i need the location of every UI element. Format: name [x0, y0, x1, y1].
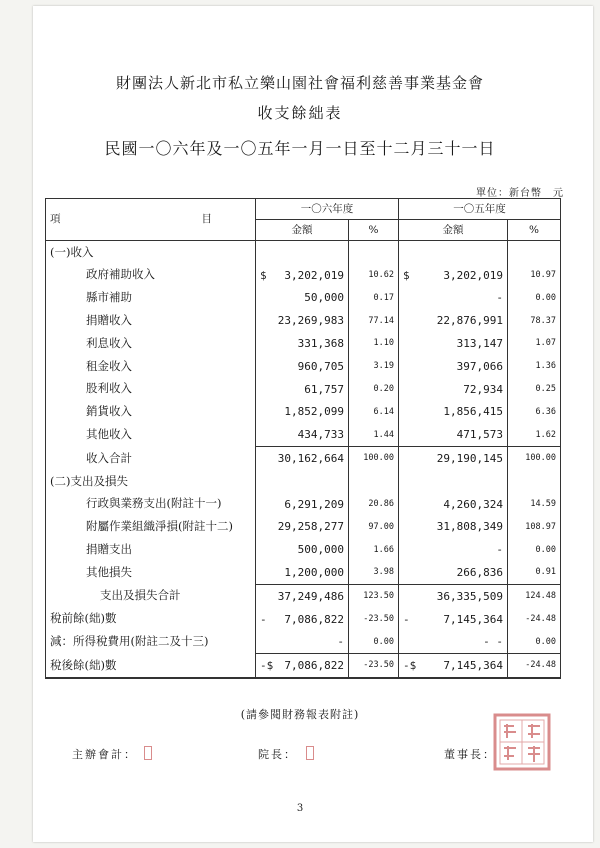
amount-value: 50,000: [304, 291, 344, 305]
currency-sign: -$: [260, 659, 274, 673]
percent-105: 1.36: [508, 355, 561, 378]
percent-106: [349, 241, 399, 264]
amount-value: 471,573: [456, 428, 503, 442]
table-row: [46, 355, 561, 378]
row-label: 減：所得稅費用(附註二及十三): [46, 631, 256, 654]
amount-106: [256, 355, 349, 378]
amount-105: [399, 584, 508, 607]
amount-value: 31,808,349: [436, 520, 503, 534]
percent-105: [508, 241, 561, 264]
percent-105: 1.62: [508, 423, 561, 446]
currency-sign: -$: [403, 659, 417, 673]
amount-106: [256, 493, 349, 516]
row-label: 附屬作業組織淨損(附註十二): [46, 516, 256, 539]
amount-value: -: [496, 543, 503, 557]
row-label: 縣市補助: [46, 287, 256, 310]
president-signature-label: 院長：: [258, 748, 297, 761]
amount-105: [399, 608, 508, 631]
percent-106: 0.17: [349, 287, 399, 310]
amount-value: 1,852,099: [284, 405, 344, 419]
percent-105: [508, 470, 561, 493]
amount-105: [399, 423, 508, 446]
amount-value: 22,876,991: [436, 314, 503, 328]
amount-value: 313,147: [456, 337, 503, 351]
table-row: [46, 241, 561, 264]
amount-value: 29,258,277: [277, 520, 344, 534]
amount-106: [256, 447, 349, 470]
percent-106: -23.50: [349, 654, 399, 678]
row-label: (二)支出及損失: [46, 470, 256, 493]
header-year-105: 一〇五年度: [399, 199, 561, 220]
accountant-signature-label: 主辦會計：: [72, 748, 137, 761]
amount-value: 434,733: [297, 428, 344, 442]
percent-106: 1.66: [349, 538, 399, 561]
amount-value: 7,145,364: [443, 659, 503, 673]
amount-value: 29,190,145: [436, 452, 503, 466]
amount-106: [256, 516, 349, 539]
percent-106: 0.20: [349, 378, 399, 401]
currency-sign: $: [260, 268, 267, 282]
amount-106: [256, 287, 349, 310]
percent-106: 6.14: [349, 401, 399, 424]
currency-unit: 單位：新台幣 元: [476, 188, 564, 199]
percent-106: 1.44: [349, 423, 399, 446]
amount-105: [399, 241, 508, 264]
amount-106: [256, 631, 349, 654]
amount-106: [256, 654, 349, 678]
row-label: 支出及損失合計: [46, 584, 256, 607]
amount-value: -: [337, 635, 344, 649]
percent-105: 6.36: [508, 401, 561, 424]
row-label: 行政與業務支出(附註十一): [46, 493, 256, 516]
amount-value: 3,202,019: [284, 268, 344, 282]
amount-106: [256, 608, 349, 631]
amount-105: [399, 332, 508, 355]
amount-value: 1,200,000: [284, 566, 344, 580]
row-label: 股利收入: [46, 378, 256, 401]
amount-value: 37,249,486: [277, 589, 344, 603]
amount-105: [399, 355, 508, 378]
amount-value: 266,836: [456, 566, 503, 580]
percent-105: 0.00: [508, 631, 561, 654]
currency-sign: -: [260, 612, 267, 626]
row-label: (一)收入: [46, 241, 256, 264]
page-number: 3: [296, 803, 304, 814]
amount-106: [256, 423, 349, 446]
amount-value: 1,856,415: [443, 405, 503, 419]
amount-105: [399, 631, 508, 654]
organization-name: 財團法人新北市私立樂山園社會福利慈善事業基金會: [115, 74, 484, 92]
table-row: [46, 608, 561, 631]
amount-106: [256, 309, 349, 332]
percent-105: 0.91: [508, 561, 561, 584]
amount-value: -: [496, 291, 503, 305]
amount-value: 397,066: [456, 359, 503, 373]
percent-106: 1.10: [349, 332, 399, 355]
currency-sign: -: [403, 612, 410, 626]
amount-106: [256, 332, 349, 355]
amount-value: 61,757: [304, 382, 344, 396]
amount-value: 7,086,822: [284, 612, 344, 626]
percent-105: 0.00: [508, 538, 561, 561]
percent-106: 0.00: [349, 631, 399, 654]
header-pct-105: %: [508, 220, 561, 241]
percent-105: 78.37: [508, 309, 561, 332]
percent-106: 20.86: [349, 493, 399, 516]
header-item: 項 目: [46, 199, 256, 241]
percent-105: 124.48: [508, 584, 561, 607]
amount-value: 500,000: [297, 543, 344, 557]
header-amount-105: 金額: [399, 220, 508, 241]
percent-106: 3.98: [349, 561, 399, 584]
amount-105: [399, 378, 508, 401]
amount-105: [399, 447, 508, 470]
table-row: [46, 309, 561, 332]
percent-106: 123.50: [349, 584, 399, 607]
table-row: [46, 538, 561, 561]
amount-105: [399, 309, 508, 332]
percent-106: 3.19: [349, 355, 399, 378]
table-row: [46, 447, 561, 470]
percent-105: 108.97: [508, 516, 561, 539]
amount-105: [399, 470, 508, 493]
amount-106: [256, 378, 349, 401]
row-label: 利息收入: [46, 332, 256, 355]
table-row: [46, 493, 561, 516]
row-label: 捐贈收入: [46, 309, 256, 332]
row-label: 稅前餘(絀)數: [46, 608, 256, 631]
table-row: [46, 654, 561, 678]
amount-value: 3,202,019: [443, 268, 503, 282]
row-label: 捐贈支出: [46, 538, 256, 561]
table-row: [46, 516, 561, 539]
amount-value: 331,368: [297, 337, 344, 351]
amount-105: [399, 264, 508, 287]
amount-value: 4,260,324: [443, 497, 503, 511]
amount-106: [256, 241, 349, 264]
amount-value: 960,705: [297, 359, 344, 373]
row-label: 政府補助收入: [46, 264, 256, 287]
percent-106: [349, 470, 399, 493]
header-amount-106: 金額: [256, 220, 349, 241]
percent-105: 14.59: [508, 493, 561, 516]
row-label: 租金收入: [46, 355, 256, 378]
amount-105: [399, 493, 508, 516]
table-row: [46, 287, 561, 310]
row-label: 收入合計: [46, 447, 256, 470]
amount-105: [399, 654, 508, 678]
percent-105: 100.00: [508, 447, 561, 470]
accountant-seal-stamp: [144, 746, 152, 760]
table-row: [46, 470, 561, 493]
header-pct-106: %: [349, 220, 399, 241]
amount-value: 7,086,822: [284, 659, 344, 673]
amount-106: [256, 561, 349, 584]
table-row: [46, 423, 561, 446]
amount-value: 36,335,509: [436, 589, 503, 603]
table-row: [46, 631, 561, 654]
percent-105: 10.97: [508, 264, 561, 287]
currency-sign: $: [403, 268, 410, 282]
percent-105: 0.25: [508, 378, 561, 401]
footnote-reference: (請參閱財務報表附註): [240, 708, 360, 721]
percent-106: 77.14: [349, 309, 399, 332]
percent-106: 100.00: [349, 447, 399, 470]
amount-106: [256, 470, 349, 493]
foundation-seal-stamp: [492, 712, 552, 772]
table-row: [46, 264, 561, 287]
amount-106: [256, 401, 349, 424]
row-label: 其他收入: [46, 423, 256, 446]
amount-value: 7,145,364: [443, 612, 503, 626]
chairman-signature-label: 董事長：: [444, 748, 496, 761]
percent-105: -24.48: [508, 654, 561, 678]
table-row: [46, 401, 561, 424]
amount-106: [256, 538, 349, 561]
row-label: 其他損失: [46, 561, 256, 584]
percent-105: -24.48: [508, 608, 561, 631]
percent-106: -23.50: [349, 608, 399, 631]
amount-105: [399, 287, 508, 310]
amount-106: [256, 584, 349, 607]
amount-105: [399, 401, 508, 424]
row-label: 稅後餘(絀)數: [46, 654, 256, 678]
amount-105: [399, 538, 508, 561]
table-row: [46, 584, 561, 607]
statement-title: 收支餘絀表: [257, 104, 343, 122]
amount-value: 72,934: [463, 382, 503, 396]
amount-value: 30,162,664: [277, 452, 344, 466]
percent-106: 97.00: [349, 516, 399, 539]
table-row: [46, 332, 561, 355]
percent-106: 10.62: [349, 264, 399, 287]
amount-value: 6,291,209: [284, 497, 344, 511]
amount-value: - -: [483, 635, 503, 649]
income-statement-table: [45, 198, 561, 679]
amount-105: [399, 516, 508, 539]
table-row: [46, 378, 561, 401]
amount-value: 23,269,983: [277, 314, 344, 328]
president-seal-stamp: [306, 746, 314, 760]
amount-106: [256, 264, 349, 287]
percent-105: 1.07: [508, 332, 561, 355]
percent-105: 0.00: [508, 287, 561, 310]
table-row: [46, 561, 561, 584]
amount-105: [399, 561, 508, 584]
row-label: 銷貨收入: [46, 401, 256, 424]
statement-period: 民國一〇六年及一〇五年一月一日至十二月三十一日: [104, 139, 496, 158]
header-year-106: 一〇六年度: [256, 199, 399, 220]
